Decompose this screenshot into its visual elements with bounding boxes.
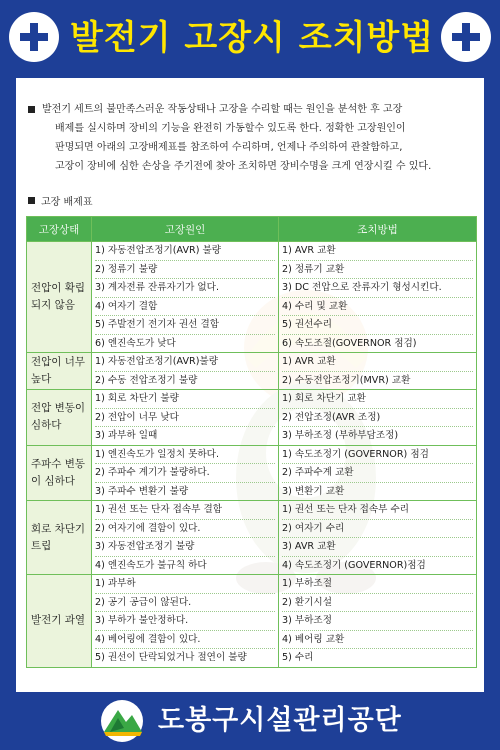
action-item: 1) AVR 교환 (282, 242, 473, 261)
fault-state: 전압이 너무 높다 (27, 353, 92, 390)
intro-line: 배제를 실시하며 장비의 기능을 완전히 가동할수 있도록 한다. 정확한 고장원인이 (55, 123, 406, 134)
action-list (279, 575, 477, 668)
table-title-label: 고장 배제표 (41, 197, 93, 208)
action-list (279, 390, 477, 446)
cause-item: 3) 계자전류 잔류자기가 없다. (95, 279, 275, 298)
fault-state: 전압이 확립되지 않음 (27, 242, 92, 353)
action-item: 2) 전압조정(AVR 조정) (282, 409, 473, 428)
cause-item: 1) 과부하 (95, 575, 275, 594)
cause-item: 4) 엔진속도가 불규칙 하다 (95, 559, 207, 571)
cause-list (92, 575, 279, 668)
header (0, 0, 500, 78)
action-item: 4) 속도조정기 (GOVERNOR)점검 (282, 559, 426, 571)
cause-item: 6) 엔진속도가 낮다 (95, 337, 176, 349)
action-item: 1) 권선 또는 단자 접속부 수리 (282, 501, 473, 520)
org-name: 도봉구시설관리공단 (158, 705, 402, 736)
cause-item: 3) 과부하 일때 (95, 430, 158, 441)
cause-item: 5) 권선이 단락되었거나 절연이 불량 (95, 652, 247, 663)
table-row (27, 390, 477, 446)
cause-item: 1) 자동전압조정기(AVR) 불량 (95, 242, 275, 261)
table-row (27, 353, 477, 390)
action-item: 2) 정류기 교환 (282, 261, 473, 280)
action-list (279, 242, 477, 353)
action-item: 6) 속도조절(GOVERNOR 점검) (282, 337, 417, 349)
cause-item: 1) 권선 또는 단자 접속부 결함 (95, 501, 275, 520)
cause-list (92, 353, 279, 390)
action-item: 3) AVR 교환 (282, 538, 473, 557)
action-item: 2) 환기시설 (282, 594, 473, 613)
cause-list (92, 445, 279, 501)
action-item: 4) 수리 및 교환 (282, 298, 473, 317)
action-item: 1) 부하조절 (282, 575, 473, 594)
table-title (28, 193, 92, 208)
action-item: 2) 수동전압조정기(MVR) 교환 (282, 374, 411, 386)
content-panel (16, 78, 484, 692)
action-list (279, 501, 477, 575)
table-row (27, 501, 477, 575)
cause-item: 2) 전압이 너무 낮다 (95, 409, 275, 428)
action-list (279, 445, 477, 501)
action-item: 3) 변환기 교환 (282, 485, 345, 497)
intro-line: 발전기 세트의 불만족스러운 작동상태나 고장을 수리할 때는 원인을 분석한 후 고장 (42, 104, 403, 115)
action-item: 1) AVR 교환 (282, 353, 473, 372)
cause-item: 5) 주발전기 전기자 권선 결함 (95, 316, 275, 335)
fault-state: 전압 변동이 심하다 (27, 390, 92, 446)
intro-line: 고장이 장비에 심한 손상을 주기전에 찾아 조치하면 장비수명을 크게 연장시킬 수 있다. (55, 161, 432, 172)
action-item: 5) 권선수리 (282, 316, 473, 335)
intro-line: 판명되면 아래의 고장배제표를 참조하여 수리하며, 언제나 주의하여 관찰함하고, (55, 142, 403, 153)
fault-state: 회로 차단기 트립 (27, 501, 92, 575)
action-item: 4) 베어링 교환 (282, 631, 473, 650)
column-header-cause: 고장원인 (92, 217, 279, 242)
action-item: 2) 여자기 수리 (282, 520, 473, 539)
plus-icon (9, 12, 59, 62)
cause-item: 2) 공기 공급이 않된다. (95, 594, 275, 613)
cause-item: 2) 주파수 계기가 불량하다. (95, 464, 275, 483)
column-header-action: 조치방법 (279, 217, 477, 242)
fault-table (26, 216, 477, 668)
action-item: 3) DC 전압으로 잔류자기 형성시킨다. (282, 279, 473, 298)
action-item: 1) 속도조정기 (GOVERNOR) 점검 (282, 446, 473, 465)
cause-list (92, 390, 279, 446)
action-item: 3) 부하조정 (부하부담조정) (282, 430, 399, 441)
action-item: 3) 부하조정 (282, 612, 473, 631)
cause-item: 4) 베어링에 결함이 있다. (95, 631, 275, 650)
table-row (27, 242, 477, 353)
cause-item: 1) 엔진속도가 일정치 못하다. (95, 446, 275, 465)
bullet-icon (28, 106, 35, 113)
cause-item: 3) 자동전압조정기 불량 (95, 538, 275, 557)
footer (0, 692, 500, 750)
cause-item: 2) 수동 전압조정기 불량 (95, 374, 198, 386)
cause-list (92, 242, 279, 353)
table-row (27, 445, 477, 501)
action-list (279, 353, 477, 390)
column-header-state: 고장상태 (27, 217, 92, 242)
fault-state: 발전기 과열 (27, 575, 92, 668)
cause-item: 1) 자동전압조정기(AVR)불량 (95, 353, 275, 372)
cause-item: 2) 여자기에 결함이 있다. (95, 520, 275, 539)
action-item: 1) 회로 차단기 교환 (282, 390, 473, 409)
plus-icon (441, 12, 491, 62)
bullet-icon (28, 197, 35, 204)
table-row (27, 575, 477, 668)
table-header-row (27, 217, 477, 242)
action-item: 5) 수리 (282, 652, 314, 663)
cause-item: 4) 여자기 결함 (95, 298, 275, 317)
cause-item: 3) 부하가 불안정하다. (95, 612, 275, 631)
fault-state: 주파수 변동이 심하다 (27, 445, 92, 501)
cause-item: 3) 주파수 변환기 불량 (95, 485, 189, 497)
intro-paragraph (42, 100, 468, 176)
action-item: 2) 주파수계 교환 (282, 464, 473, 483)
cause-list (92, 501, 279, 575)
cause-item: 2) 정류기 불량 (95, 261, 275, 280)
page-title: 발전기 고장시 조치방법 (70, 18, 435, 58)
cause-item: 1) 회로 차단기 불량 (95, 390, 275, 409)
org-logo-icon (96, 698, 148, 744)
